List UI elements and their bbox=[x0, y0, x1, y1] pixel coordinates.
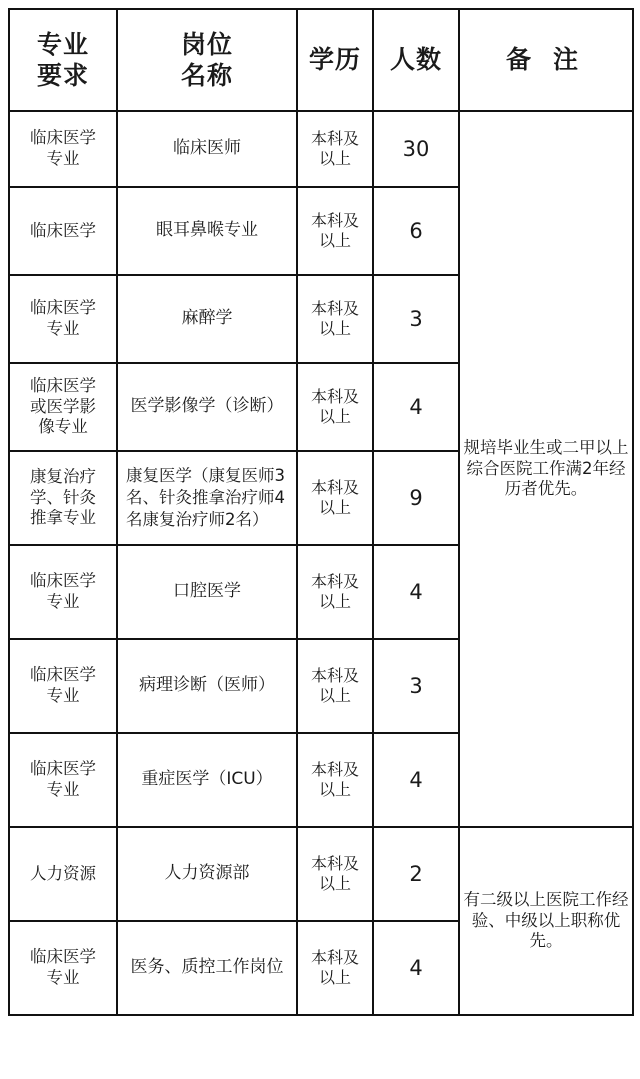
major-line2: 专业 bbox=[46, 149, 80, 168]
cell-count: 6 bbox=[373, 187, 459, 275]
cell-education bbox=[297, 111, 373, 187]
table-row bbox=[9, 827, 633, 921]
column-header-major-line2: 要求 bbox=[36, 61, 89, 90]
major-line1: 临床医学 bbox=[30, 376, 96, 396]
cell-remark-group1: 规培毕业生或二甲以上综合医院工作满2年经历者优先。 bbox=[459, 111, 633, 827]
cell-major bbox=[9, 275, 117, 363]
column-header-major-line1: 专业 bbox=[36, 29, 89, 59]
cell-education bbox=[297, 921, 373, 1015]
table-header bbox=[9, 9, 633, 111]
cell-count: 4 bbox=[373, 921, 459, 1015]
cell-major bbox=[9, 733, 117, 827]
major-line2: 专业 bbox=[46, 780, 80, 799]
cell-education bbox=[297, 275, 373, 363]
cell-count: 30 bbox=[373, 111, 459, 187]
cell-count: 9 bbox=[373, 451, 459, 545]
education-line1: 本科及 bbox=[310, 299, 359, 318]
cell-count: 3 bbox=[373, 275, 459, 363]
education-line1: 本科及 bbox=[310, 478, 359, 497]
cell-count: 3 bbox=[373, 639, 459, 733]
education-line1: 本科及 bbox=[310, 387, 359, 406]
cell-count: 2 bbox=[373, 827, 459, 921]
cell-major bbox=[9, 111, 117, 187]
major-line1: 临床医学 bbox=[30, 128, 96, 148]
column-header-education: 学历 bbox=[297, 9, 373, 111]
cell-count: 4 bbox=[373, 545, 459, 639]
cell-remark-group2: 有二级以上医院工作经验、中级以上职称优先。 bbox=[459, 827, 633, 1015]
cell-post: 临床医师 bbox=[117, 111, 297, 187]
cell-major bbox=[9, 639, 117, 733]
column-header-major bbox=[9, 9, 117, 111]
major-line1: 临床医学 bbox=[30, 571, 96, 591]
education-line1: 本科及 bbox=[310, 572, 359, 591]
table-body bbox=[9, 111, 633, 1015]
cell-education bbox=[297, 639, 373, 733]
cell-major bbox=[9, 451, 117, 545]
education-line1: 本科及 bbox=[310, 948, 359, 967]
cell-count: 4 bbox=[373, 363, 459, 451]
cell-education bbox=[297, 545, 373, 639]
cell-major bbox=[9, 827, 117, 921]
education-line2: 以上 bbox=[318, 686, 351, 705]
cell-post: 人力资源部 bbox=[117, 827, 297, 921]
cell-education bbox=[297, 827, 373, 921]
cell-major bbox=[9, 187, 117, 275]
major-line2: 专业 bbox=[46, 592, 80, 611]
major-line2: 专业 bbox=[46, 319, 80, 338]
header-row bbox=[9, 9, 633, 111]
major-line2: 学、针灸 bbox=[30, 487, 96, 507]
column-header-remark: 备注 bbox=[459, 9, 633, 111]
major-line1: 临床医学 bbox=[30, 298, 96, 318]
education-line1: 本科及 bbox=[310, 211, 359, 230]
cell-major bbox=[9, 545, 117, 639]
major-line3: 推拿专业 bbox=[30, 508, 96, 528]
cell-post: 口腔医学 bbox=[117, 545, 297, 639]
major-line1: 人力资源 bbox=[30, 863, 96, 883]
education-line2: 以上 bbox=[318, 968, 351, 987]
major-line1: 临床医学 bbox=[30, 220, 96, 240]
education-line2: 以上 bbox=[318, 780, 351, 799]
cell-post: 麻醉学 bbox=[117, 275, 297, 363]
education-line2: 以上 bbox=[318, 149, 351, 168]
column-header-post-line1: 岗位 bbox=[180, 29, 233, 59]
education-line2: 以上 bbox=[318, 498, 351, 517]
education-line1: 本科及 bbox=[310, 666, 359, 685]
education-line2: 以上 bbox=[318, 407, 351, 426]
column-header-post-line2: 名称 bbox=[180, 61, 233, 90]
education-line2: 以上 bbox=[318, 874, 351, 893]
major-line3: 像专业 bbox=[38, 417, 88, 437]
cell-post: 康复医学（康复医师3名、针灸推拿治疗师4名康复治疗师2名） bbox=[117, 451, 297, 545]
recruitment-table bbox=[8, 8, 634, 1016]
education-line1: 本科及 bbox=[310, 760, 359, 779]
cell-major bbox=[9, 921, 117, 1015]
cell-post: 眼耳鼻喉专业 bbox=[117, 187, 297, 275]
education-line2: 以上 bbox=[318, 592, 351, 611]
education-line2: 以上 bbox=[318, 319, 351, 338]
major-line2: 专业 bbox=[46, 686, 80, 705]
cell-post: 医务、质控工作岗位 bbox=[117, 921, 297, 1015]
cell-count: 4 bbox=[373, 733, 459, 827]
major-line1: 临床医学 bbox=[30, 665, 96, 685]
major-line1: 临床医学 bbox=[30, 947, 96, 967]
cell-post: 病理诊断（医师） bbox=[117, 639, 297, 733]
major-line2: 或医学影 bbox=[30, 396, 96, 416]
major-line2: 专业 bbox=[46, 968, 80, 987]
cell-post: 重症医学（ICU） bbox=[117, 733, 297, 827]
major-line1: 康复治疗 bbox=[30, 467, 96, 487]
education-line1: 本科及 bbox=[310, 129, 359, 148]
cell-major bbox=[9, 363, 117, 451]
cell-education bbox=[297, 363, 373, 451]
column-header-post bbox=[117, 9, 297, 111]
column-header-count: 人数 bbox=[373, 9, 459, 111]
cell-education bbox=[297, 733, 373, 827]
table-row bbox=[9, 111, 633, 187]
education-line1: 本科及 bbox=[310, 854, 359, 873]
cell-education bbox=[297, 451, 373, 545]
education-line2: 以上 bbox=[318, 231, 351, 250]
major-line1: 临床医学 bbox=[30, 759, 96, 779]
cell-post: 医学影像学（诊断） bbox=[117, 363, 297, 451]
cell-education bbox=[297, 187, 373, 275]
